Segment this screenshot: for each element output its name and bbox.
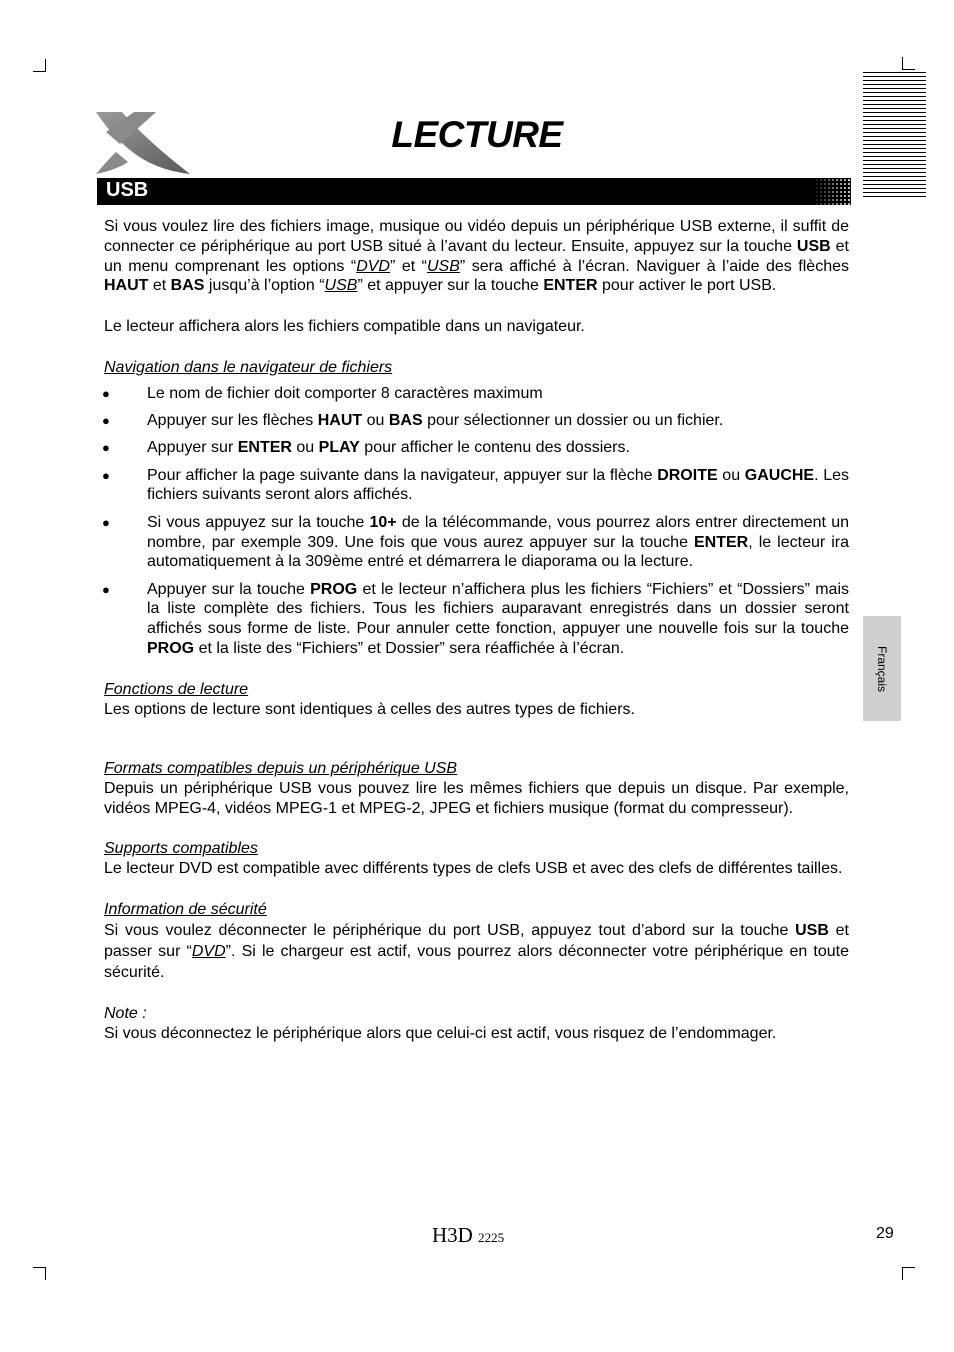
- supports-heading: Supports compatibles: [104, 840, 258, 858]
- language-label: Français: [875, 645, 889, 692]
- nav-heading: Navigation dans le navigateur de fichiers: [104, 358, 393, 376]
- language-tab: [863, 616, 901, 721]
- securite-heading: Information de sécurité: [104, 900, 267, 918]
- list-item: ● Appuyer sur ENTER ou PLAY pour afficher le contenu des dossiers.: [102, 439, 630, 457]
- supports-text: Le lecteur DVD est compatible avec différents types de clefs USB et avec des clefs de différentes tailles.: [104, 860, 843, 878]
- securite-text: Si vous voulez déconnecter le périphérique du port USB, appuyez tout d’abord sur la touche USB et passer sur “DVD”. Si le chargeur est actif, vous pourrez alors déconnecter votre périphérique en toute sécurité.: [104, 921, 850, 981]
- note-text: Si vous déconnectez le périphérique alors que celui-ci est actif, vous risquez de l’endommager.: [104, 1024, 777, 1042]
- list-item: ● Si vous appuyez sur la touche 10+ de la télécommande, vous pourrez alors entrer directement un nombre, par exemple 309. Une fois que vous aurez appuyer sur la touche ENTER, le lecteur ira automatiquement à la 309ème entré et démarrera le diaporama ou la lecture.: [102, 513, 850, 571]
- model-name: H3D 2225: [432, 1223, 505, 1247]
- list-item: ● Pour afficher la page suivante dans la navigateur, appuyer sur la flèche DROITE ou GAUCHE. Les fichiers suivants seront alors affichés.: [102, 466, 850, 504]
- note-heading: Note :: [104, 1004, 147, 1022]
- list-item: ● Appuyer sur les flèches HAUT ou BAS pour sélectionner un dossier ou un fichier.: [102, 412, 724, 430]
- crop-mark-top-left: [33, 59, 46, 72]
- page-title: LECTURE: [391, 114, 563, 155]
- fonctions-text: Les options de lecture sont identiques à celles des autres types de fichiers.: [104, 701, 635, 719]
- intro-paragraph: Si vous voulez lire des fichiers image, musique ou vidéo depuis un périphérique USB externe, il suffit de connecter ce périphérique au port USB situé à l’avant du lecteur. Ensuite, appuyez sur la touche USB et un menu comprenant les options “DVD” et “USB” sera affiché à l’écran. Naviguer à l’aide des flèches HAUT et BAS jusqu’à l’option “USB” et appuyer sur la touche ENTER pour activer le port USB.: [104, 218, 849, 295]
- list-item: ● Le nom de fichier doit comporter 8 caractères maximum: [102, 384, 543, 402]
- crop-mark-bottom-left: [33, 1267, 46, 1280]
- section-header-bar: [97, 178, 851, 205]
- crop-mark-bottom-right: [902, 1267, 915, 1280]
- halftone-pattern: [811, 178, 851, 205]
- page-number: 29: [876, 1225, 894, 1242]
- crop-mark-top-right: [902, 57, 915, 70]
- intro-paragraph-2: Le lecteur affichera alors les fichiers compatible dans un navigateur.: [104, 318, 585, 336]
- fonctions-heading: Fonctions de lecture: [104, 681, 249, 699]
- section-title: USB: [106, 179, 149, 201]
- nav-list: [104, 384, 849, 659]
- formats-heading: Formats compatibles depuis un périphérique USB: [104, 759, 458, 777]
- main-content: [104, 217, 849, 1043]
- formats-text: Depuis un périphérique USB vous pouvez lire les mêmes fichiers que depuis un disque. Par exemple, vidéos MPEG-4, vidéos MPEG-1 et MPEG-2, JPEG et fichiers musique (format du compresseur).: [104, 779, 849, 817]
- list-item: ● Appuyer sur la touche PROG et le lecteur n’affichera plus les fichiers “Fichiers” et “Dossiers” mais la liste complète des fichiers. Tous les fichiers auparavant enregistrés dans un dossier seront affichés sous forme de liste. Pour annuler cette fonction, appuyer une nouvelle fois sur la touche PROG et la liste des “Fichiers” et Dossier” sera réaffichée à l’écran.: [102, 580, 849, 658]
